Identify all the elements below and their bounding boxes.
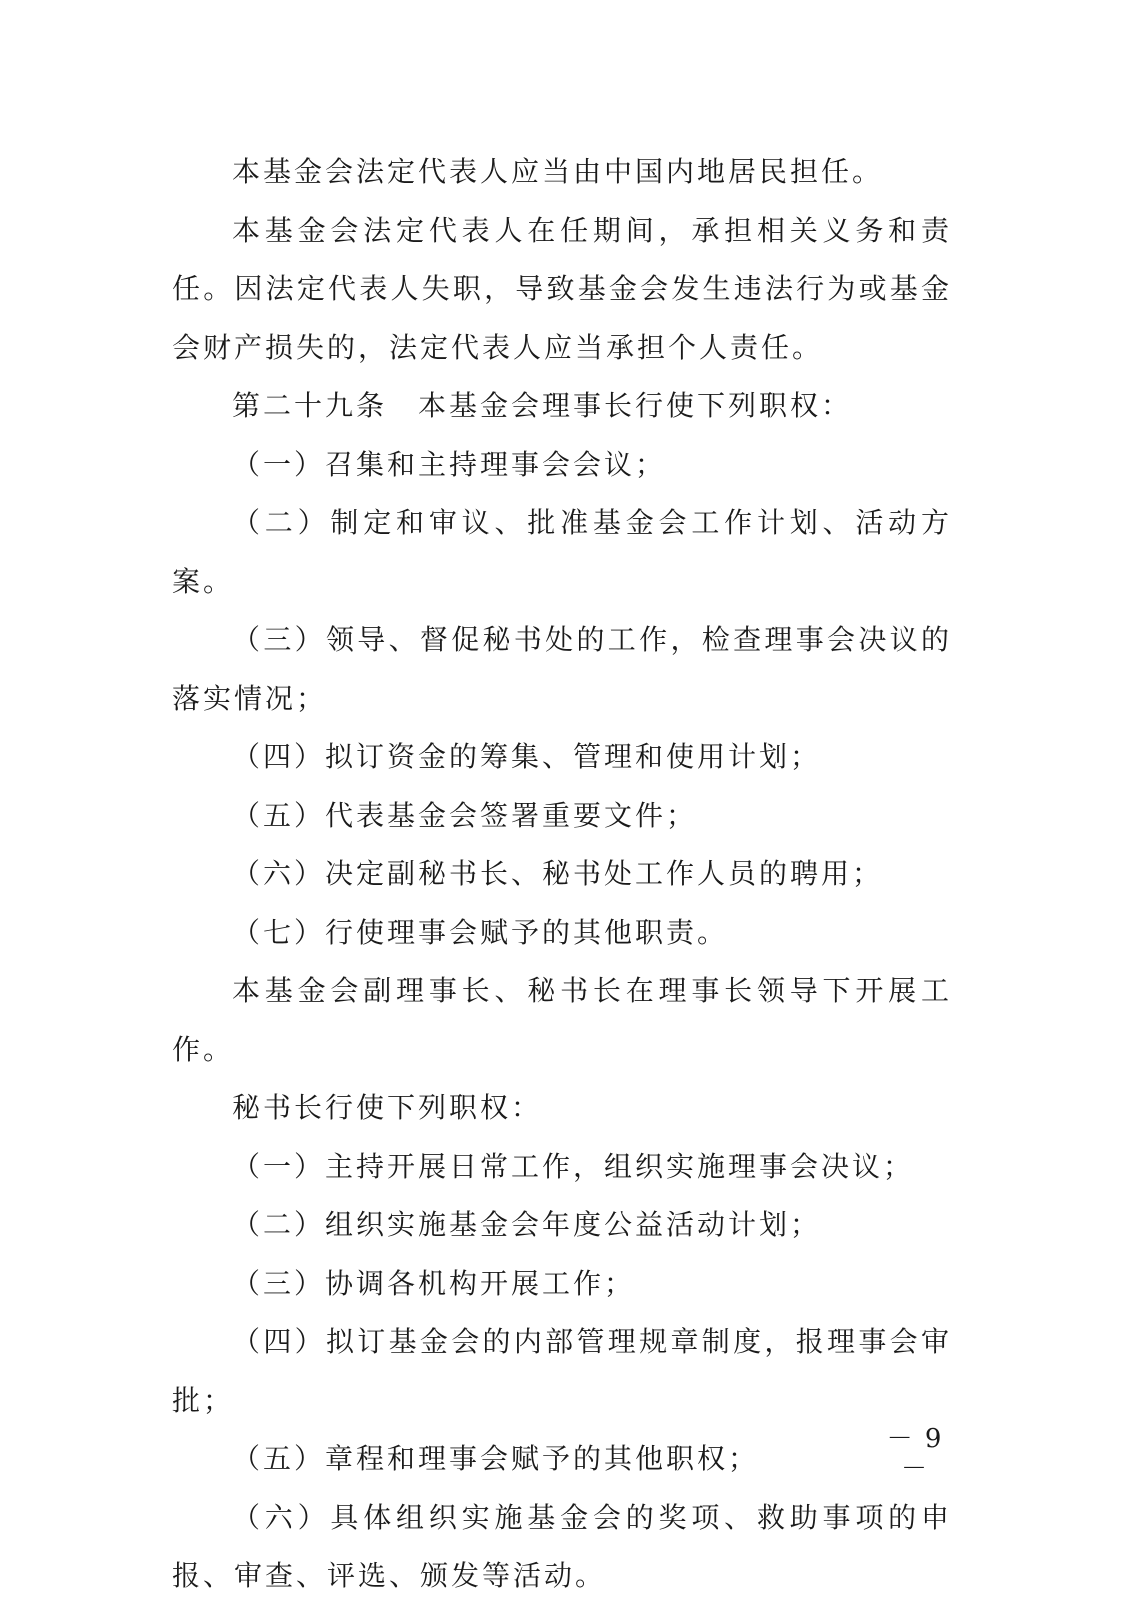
page-number: － 9 －	[886, 1424, 944, 1484]
secretary-general-powers-heading: 秘书长行使下列职权：	[232, 1091, 543, 1124]
secretary-power-2: （二）组织实施基金会年度公益活动计划；	[232, 1208, 822, 1241]
article-29-heading: 第二十九条 本基金会理事长行使下列职权：	[232, 389, 853, 422]
chairman-power-6: （六）决定副秘书长、秘书处工作人员的聘用；	[232, 857, 884, 890]
secretary-power-6: （六）具体组织实施基金会的奖项、救助事项的申报、审查、评选、颁发等活动。	[172, 1500, 952, 1592]
paragraph-vice-chair-secretary: 本基金会副理事长、秘书长在理事长领导下开展工作。	[172, 974, 952, 1066]
paragraph-legal-rep-liability: 本基金会法定代表人在任期间，承担相关义务和责任。因法定代表人失职，导致基金会发生违法行为或基金会财产损失的，法定代表人应当承担个人责任。	[172, 213, 952, 364]
document-body	[172, 143, 952, 1606]
secretary-power-5: （五）章程和理事会赋予的其他职权；	[232, 1442, 760, 1475]
secretary-power-1: （一）主持开展日常工作，组织实施理事会决议；	[232, 1149, 915, 1183]
chairman-power-1: （一）召集和主持理事会会议；	[232, 447, 667, 481]
chairman-power-5: （五）代表基金会签署重要文件；	[232, 798, 698, 832]
paragraph-legal-rep-residency: 本基金会法定代表人应当由中国内地居民担任。	[232, 155, 884, 188]
chairman-power-4: （四）拟订资金的筹集、管理和使用计划；	[232, 740, 822, 773]
secretary-power-4: （四）拟订基金会的内部管理规章制度，报理事会审批；	[172, 1325, 952, 1417]
chairman-power-3: （三）领导、督促秘书处的工作，检查理事会决议的落实情况；	[172, 623, 952, 715]
secretary-power-3: （三）协调各机构开展工作；	[232, 1266, 636, 1300]
chairman-power-2: （二）制定和审议、批准基金会工作计划、活动方案。	[172, 506, 952, 598]
chairman-power-7: （七）行使理事会赋予的其他职责。	[232, 915, 729, 949]
